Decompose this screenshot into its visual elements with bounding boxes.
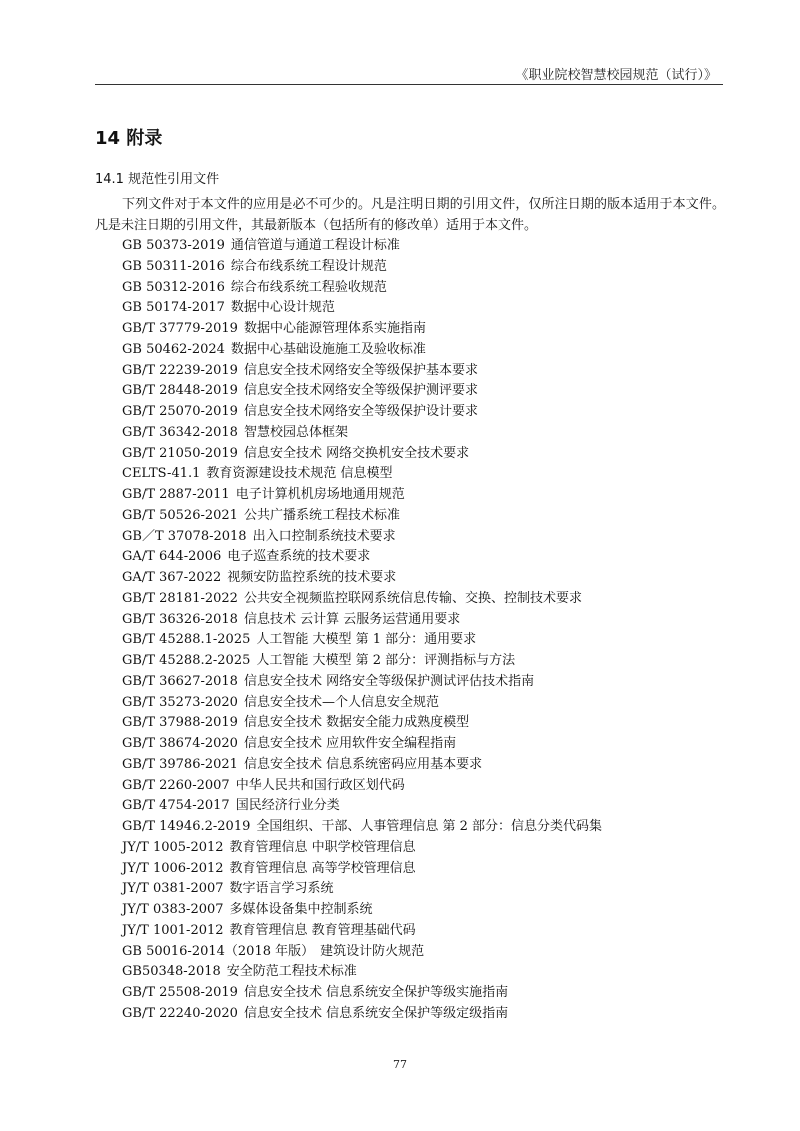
reference-title: 出入口控制系统技术要求 — [252, 528, 396, 544]
reference-item — [122, 485, 722, 506]
page-number: 77 — [393, 1058, 407, 1071]
reference-code: GB/T 28181-2022 — [122, 590, 238, 606]
reference-code: GB50348-2018 — [122, 964, 221, 980]
reference-title: 信息安全技术网络安全等级保护设计要求 — [243, 404, 478, 419]
reference-title: 全国组织、干部、人事管理信息 第 2 部分：信息分类代码集 — [256, 819, 603, 834]
reference-code: GA/T 644-2006 — [122, 549, 222, 565]
reference-item — [122, 817, 722, 838]
reference-item — [122, 236, 722, 257]
reference-item — [122, 423, 722, 444]
section-title: 14.1 规范性引用文件 — [95, 172, 220, 187]
reference-code: GA/T 367-2022 — [122, 570, 222, 585]
reference-title: 安全防范工程技术标准 — [226, 964, 357, 980]
reference-code: GB/T 37779-2019 — [122, 321, 238, 336]
reference-item — [122, 402, 722, 423]
reference-code: GB/T 36342-2018 — [122, 424, 238, 440]
reference-item — [122, 983, 722, 1004]
reference-code: GB/T 25508-2019 — [122, 985, 238, 1000]
reference-title: 智慧校园总体框架 — [243, 424, 348, 440]
reference-title: 教育管理信息 教育管理基础代码 — [229, 922, 416, 938]
reference-code: GB 50174-2017 — [122, 300, 225, 316]
reference-code: JY/T 1005-2012 — [122, 839, 224, 855]
reference-title: 教育管理信息 高等学校管理信息 — [229, 860, 416, 876]
reference-code: GB/T 28448-2019 — [122, 383, 238, 399]
reference-item — [122, 921, 722, 942]
reference-item — [122, 568, 722, 589]
reference-item — [122, 319, 722, 340]
reference-item — [122, 1004, 722, 1025]
reference-title: 公共安全视频监控联网系统信息传输、交换、控制技术要求 — [243, 590, 582, 606]
reference-title: 信息安全技术网络安全等级保护基本要求 — [243, 362, 478, 378]
reference-item — [122, 755, 722, 776]
reference-list — [122, 236, 722, 1025]
reference-item — [122, 527, 722, 548]
reference-code: GB/T 25070-2019 — [122, 404, 238, 419]
reference-code: GB 50016-2014（2018 年版） — [122, 943, 315, 959]
reference-code: GB/T 22240-2020 — [122, 1005, 238, 1021]
reference-code: JY/T 1001-2012 — [122, 922, 224, 938]
reference-title: 教育资源建设技术规范 信息模型 — [206, 466, 393, 482]
reference-title: 人工智能 大模型 第 1 部分：通用要求 — [256, 632, 477, 648]
reference-item — [122, 257, 722, 278]
reference-title: 信息安全技术—个人信息安全规范 — [243, 694, 439, 710]
reference-title: 视频安防监控系统的技术要求 — [227, 570, 397, 585]
reference-code: JY/T 0381-2007 — [122, 881, 224, 897]
reference-item — [122, 589, 722, 610]
reference-code: GB/T 50526-2021 — [122, 507, 238, 523]
reference-title: 信息安全技术 信息系统安全保护等级实施指南 — [243, 985, 509, 1000]
reference-title: 信息安全技术 网络交换机安全技术要求 — [243, 445, 470, 461]
reference-title: 综合布线系统工程验收规范 — [230, 279, 387, 295]
reference-code: GB 50462-2024 — [122, 341, 225, 357]
reference-code: GB/T 36326-2018 — [122, 611, 238, 627]
reference-item — [122, 713, 722, 734]
reference-title: 公共广播系统工程技术标准 — [243, 507, 400, 523]
reference-title: 信息安全技术 信息系统安全保护等级定级指南 — [243, 1005, 509, 1021]
reference-title: 人工智能 大模型 第 2 部分：评测指标与方法 — [256, 653, 516, 668]
running-header: 《职业院校智慧校园规范（试行）》 — [515, 68, 717, 83]
reference-code: GB/T 22239-2019 — [122, 362, 238, 378]
reference-title: 数据中心基础设施施工及验收标准 — [230, 341, 426, 357]
reference-code: GB/T 38674-2020 — [122, 736, 238, 751]
reference-title: 中华人民共和国行政区划代码 — [235, 777, 405, 793]
reference-code: GB/T 36627-2018 — [122, 673, 238, 689]
reference-code: GB/T 45288.1-2025 — [122, 632, 251, 648]
reference-item — [122, 776, 722, 797]
reference-item — [122, 506, 722, 527]
reference-title: 信息安全技术 网络安全等级保护测试评估技术指南 — [243, 673, 535, 689]
reference-item — [122, 734, 722, 755]
reference-code: JY/T 1006-2012 — [122, 860, 224, 876]
reference-title: 信息技术 云计算 云服务运营通用要求 — [243, 611, 461, 627]
reference-code: GB/T 14946.2-2019 — [122, 819, 251, 834]
reference-item — [122, 900, 722, 921]
reference-item — [122, 838, 722, 859]
reference-item — [122, 962, 722, 983]
reference-title: 信息安全技术 数据安全能力成熟度模型 — [243, 715, 470, 731]
reference-item — [122, 547, 722, 568]
header-rule — [95, 84, 723, 85]
reference-title: 通信管道与通道工程设计标准 — [230, 238, 400, 253]
reference-title: 电子计算机机房场地通用规范 — [235, 487, 405, 502]
reference-title: 多媒体设备集中控制系统 — [229, 902, 373, 917]
reference-item — [122, 298, 722, 319]
reference-title: 教育管理信息 中职学校管理信息 — [229, 839, 416, 855]
reference-code: GB/T 37988-2019 — [122, 715, 238, 731]
reference-code: GB 50311-2016 — [122, 258, 225, 274]
reference-item — [122, 879, 722, 900]
reference-item — [122, 361, 722, 382]
reference-code: GB 50312-2016 — [122, 279, 225, 295]
intro-paragraph: 下列文件对于本文件的应用是必不可少的。凡是注明日期的引用文件，仅所注日期的版本适用于本文件。凡是未注日期的引用文件，其最新版本（包括所有的修改单）适用于本文件。 — [95, 197, 725, 233]
reference-title: 国民经济行业分类 — [235, 798, 340, 814]
reference-title: 信息安全技术 应用软件安全编程指南 — [243, 736, 457, 751]
reference-code: GB/T 35273-2020 — [122, 694, 238, 710]
reference-title: 信息安全技术网络安全等级保护测评要求 — [243, 383, 478, 399]
reference-item — [122, 796, 722, 817]
reference-code: GB/T 21050-2019 — [122, 445, 238, 461]
reference-title: 建筑设计防火规范 — [320, 943, 425, 959]
reference-code: JY/T 0383-2007 — [122, 902, 224, 917]
reference-item — [122, 610, 722, 631]
reference-code: GB/T 45288.2-2025 — [122, 653, 251, 668]
chapter-title: 14 附录 — [95, 128, 163, 149]
reference-item — [122, 381, 722, 402]
reference-item — [122, 942, 722, 963]
reference-code: GB/T 2887-2011 — [122, 487, 230, 502]
reference-title: 数据中心设计规范 — [230, 300, 335, 316]
reference-code: GB／T 37078-2018 — [122, 528, 247, 544]
reference-title: 信息安全技术 信息系统密码应用基本要求 — [243, 756, 483, 772]
reference-item — [122, 278, 722, 299]
reference-title: 综合布线系统工程设计规范 — [230, 258, 387, 274]
reference-item — [122, 444, 722, 465]
reference-item — [122, 859, 722, 880]
reference-code: GB 50373-2019 — [122, 238, 225, 253]
reference-code: GB/T 39786-2021 — [122, 756, 238, 772]
reference-item — [122, 630, 722, 651]
reference-title: 电子巡查系统的技术要求 — [227, 549, 371, 565]
reference-code: GB/T 4754-2017 — [122, 798, 230, 814]
reference-code: CELTS-41.1 — [122, 466, 201, 482]
reference-code: GB/T 2260-2007 — [122, 777, 230, 793]
reference-item — [122, 672, 722, 693]
reference-item — [122, 340, 722, 361]
reference-item — [122, 651, 722, 672]
reference-item — [122, 464, 722, 485]
reference-item — [122, 693, 722, 714]
reference-title: 数字语言学习系统 — [229, 881, 334, 897]
reference-title: 数据中心能源管理体系实施指南 — [243, 321, 426, 336]
